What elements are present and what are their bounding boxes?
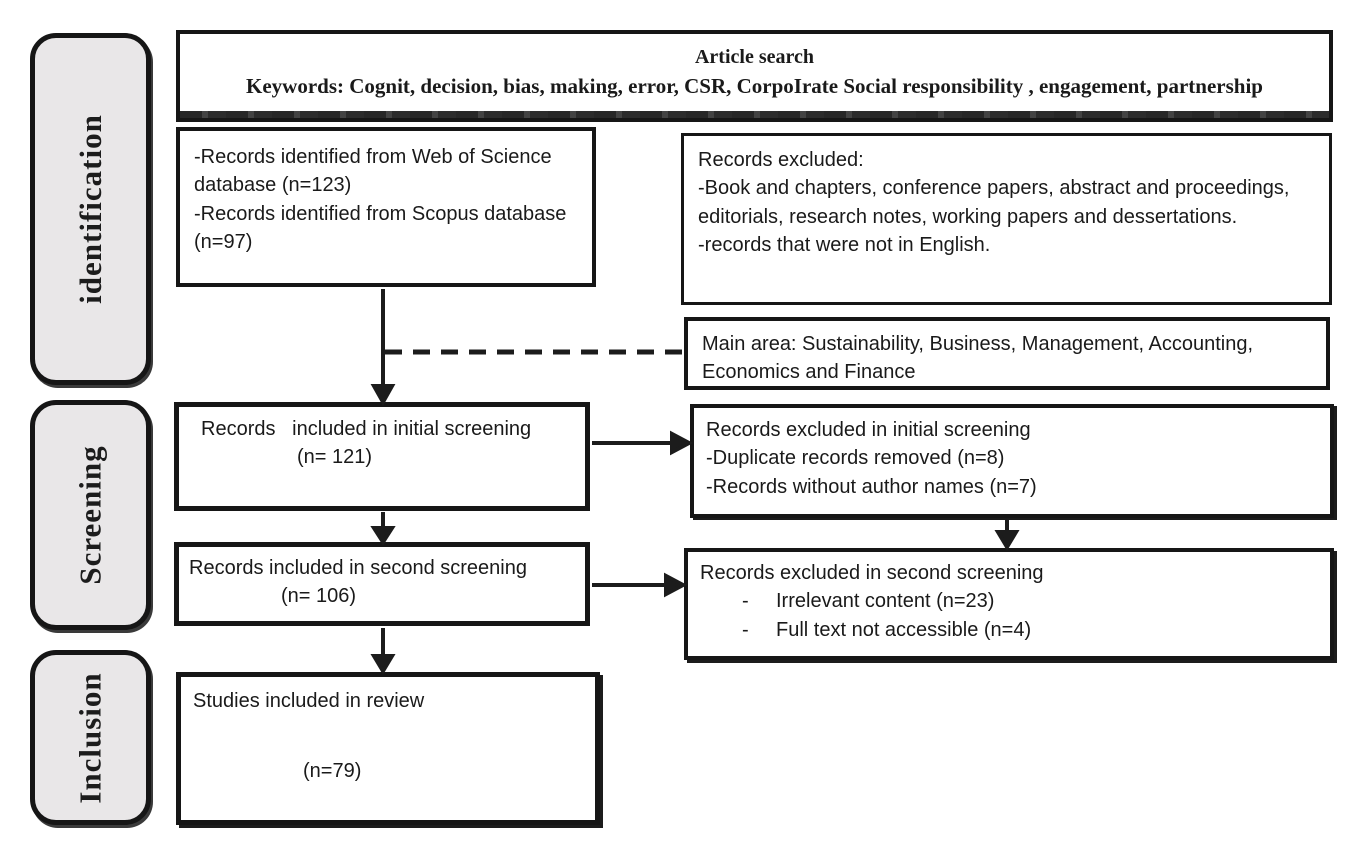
excluded-initial-title: Records excluded in initial screening	[706, 419, 1031, 441]
excluded-initial-screening-box	[690, 404, 1334, 518]
records-excluded-line1: -Book and chapters, conference papers, abstract and proceedings, editorials, research notes, working papers and dessertations.	[698, 177, 1296, 228]
initial-screening-box	[174, 402, 590, 511]
second-screening-count: (n= 106)	[281, 585, 357, 608]
excluded-second-title: Records excluded in second screening	[700, 562, 1044, 584]
article-search-title: Article search	[694, 46, 815, 68]
arrowhead-down-icon	[374, 656, 392, 671]
excluded-second-bullet-1-text: Irrelevant content (n=23)	[776, 590, 995, 613]
arrowhead-right-icon	[666, 576, 683, 594]
stage-identification	[30, 33, 151, 385]
stage-screening	[30, 400, 151, 630]
arrowhead-down-icon	[998, 532, 1016, 547]
records-identified-box	[176, 127, 596, 287]
main-area-text: Main area: Sustainability, Business, Management, Accounting, Economics and Finance	[702, 333, 1259, 384]
excluded-initial-line2: -Records without author names (n=7)	[706, 475, 1037, 498]
records-identified-line1: -Records identified from Web of Science database (n=123)	[194, 146, 558, 197]
main-area-box	[684, 317, 1330, 390]
article-search-keywords: Keywords: Cognit, decision, bias, making, error, CSR, CorpoIrate Social responsibility , engagement, partnership	[246, 74, 1263, 99]
second-screening-line1: Records included in second screening	[189, 557, 527, 579]
stage-identification-label: identification	[72, 114, 108, 304]
excluded-second-bullet-2	[700, 616, 1318, 644]
arrowhead-down-icon	[374, 528, 392, 542]
studies-included-count: (n=79)	[303, 760, 362, 783]
records-identified-line2: -Records identified from Scopus database (n=97)	[194, 202, 572, 254]
excluded-second-screening-box	[684, 548, 1334, 660]
studies-included-line1: Studies included in review	[193, 690, 425, 712]
arrowhead-right-icon	[672, 434, 689, 452]
excluded-initial-line1: -Duplicate records removed (n=8)	[706, 447, 1005, 470]
dash-bullet: -	[742, 618, 749, 641]
records-excluded-title: Records excluded:	[698, 149, 864, 171]
records-excluded-sources-box	[681, 133, 1332, 305]
stage-inclusion	[30, 650, 151, 825]
initial-screening-line1: Records included in initial screening	[201, 418, 532, 440]
stage-inclusion-label: Inclusion	[72, 671, 108, 804]
records-excluded-line2: -records that were not in English.	[698, 234, 991, 257]
stage-screening-label: Screening	[72, 445, 108, 585]
excluded-second-bullet-1	[700, 587, 1318, 615]
second-screening-box	[174, 542, 590, 626]
article-search-box	[176, 30, 1333, 122]
arrowhead-down-icon	[374, 386, 392, 402]
excluded-second-bullet-2-text: Full text not accessible (n=4)	[776, 618, 1032, 641]
studies-included-box	[176, 672, 600, 825]
dash-bullet: -	[742, 590, 749, 613]
cropped-text-artifact	[180, 111, 1329, 118]
initial-screening-count: (n= 121)	[297, 446, 373, 469]
